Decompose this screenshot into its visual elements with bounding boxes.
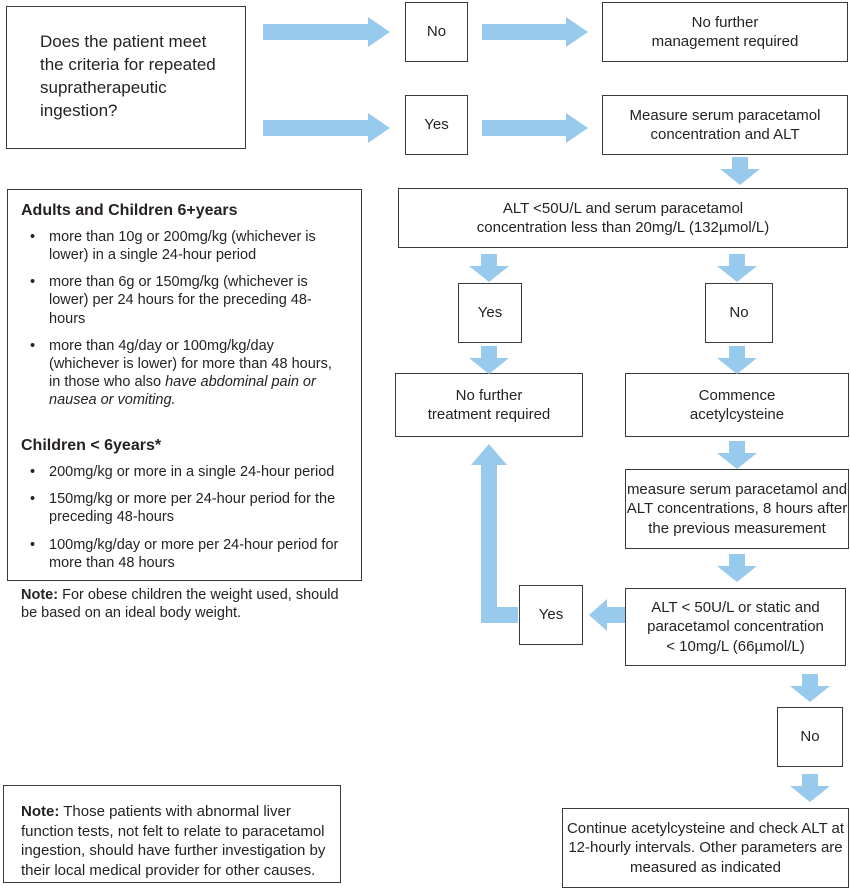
decision-no-top-box bbox=[405, 2, 468, 62]
alt-check-2-box bbox=[625, 588, 846, 666]
bullet-text: more than 10g or 200mg/kg (whichever is lower) in a single 24-hour period bbox=[49, 229, 316, 264]
alt-check-1-box bbox=[398, 188, 848, 248]
arrowhead-down bbox=[469, 266, 509, 282]
box-text-line: Measure serum paracetamol bbox=[629, 106, 821, 124]
arrowhead-right bbox=[368, 113, 390, 143]
criteria-children-title: Children < 6years* bbox=[21, 437, 162, 455]
note-text: For obese children the weight used, should be based on an ideal body weight. bbox=[21, 586, 339, 621]
criteria-adults-title: Adults and Children 6+years bbox=[21, 202, 238, 219]
box-text-line: < 10mg/L (66µmol/L) bbox=[666, 637, 805, 655]
bottom-note-panel bbox=[3, 785, 341, 883]
box-text-line: the previous measurement bbox=[648, 519, 826, 537]
list-item bbox=[21, 490, 349, 526]
bullet-icon: • bbox=[30, 337, 36, 354]
decision-label: Yes bbox=[477, 304, 503, 322]
box-text-line: measured as indicated bbox=[630, 858, 781, 876]
bullet-text-italic: have abdominal pain or nausea or vomiting. bbox=[49, 373, 316, 408]
decision-yes-mid-box bbox=[458, 283, 522, 343]
arrowhead-down bbox=[717, 453, 757, 469]
note-label: Note: bbox=[21, 586, 59, 603]
box-text-line: management required bbox=[651, 33, 799, 50]
arrowhead-down bbox=[717, 566, 757, 582]
decision-label: Yes bbox=[424, 116, 449, 134]
arrow-commence-to-measure8h bbox=[717, 441, 757, 469]
arrowhead-down bbox=[790, 786, 830, 802]
decision-label: Yes bbox=[538, 606, 564, 624]
question-box bbox=[6, 6, 246, 149]
list-item bbox=[21, 337, 349, 410]
arrow-altcheck2-to-yes bbox=[589, 599, 625, 631]
arrowhead-down bbox=[717, 358, 757, 374]
arrow-no-to-management bbox=[482, 17, 588, 47]
arrow-question-to-no bbox=[263, 17, 390, 47]
box-text-line: ALT < 50U/L or static and bbox=[651, 598, 820, 616]
box-text-line: 12-hourly intervals. Other parameters are bbox=[568, 839, 843, 857]
question-text: Does the patient meet the criteria for repeated supratherapeutic ingestion? bbox=[40, 32, 216, 120]
arrowhead-down bbox=[720, 169, 760, 185]
box-text-line: acetylcysteine bbox=[689, 406, 785, 423]
arrowhead-up bbox=[471, 444, 507, 465]
note-label: Note: bbox=[21, 803, 60, 820]
bullet-icon: • bbox=[30, 229, 36, 245]
box-text-line: No further bbox=[691, 13, 759, 31]
arrow-altcheck2-to-no bbox=[790, 674, 830, 702]
decision-yes-top-box bbox=[405, 95, 468, 155]
decision-label: No bbox=[729, 304, 749, 322]
list-item bbox=[21, 463, 349, 481]
decision-label: No bbox=[426, 23, 447, 41]
box-text-line: measure serum paracetamol and bbox=[626, 480, 848, 498]
measure-8h-box bbox=[625, 469, 849, 549]
bullet-text: more than 6g or 150mg/kg (whichever is lower) per 24 hours for the preceding 48-hours bbox=[49, 274, 312, 327]
box-text-line: Commence bbox=[698, 386, 776, 404]
decision-yes-return-box bbox=[519, 585, 583, 645]
arrow-yes-to-treatment bbox=[469, 346, 509, 374]
arrow-measure8h-to-altcheck2 bbox=[717, 554, 757, 582]
arrow-no-to-commence bbox=[717, 346, 757, 374]
arrow-yes-to-measure bbox=[482, 113, 588, 143]
no-further-management-box bbox=[602, 2, 848, 62]
arrow-altcheck1-to-no bbox=[717, 254, 757, 282]
list-item bbox=[21, 536, 349, 572]
list-item bbox=[21, 273, 349, 327]
arrow-no-to-continue bbox=[790, 774, 830, 802]
arrow-altcheck1-to-yes bbox=[469, 254, 509, 282]
bullet-icon: • bbox=[30, 274, 36, 291]
bullet-icon: • bbox=[30, 536, 36, 553]
no-further-treatment-box bbox=[395, 373, 583, 437]
box-text-line: ALT <50U/L and serum paracetamol bbox=[502, 199, 744, 217]
note-text: Those patients with abnormal liver function tests, not felt to relate to paracetamol ingestion, should have further investigation by their local medical provider for other causes. bbox=[21, 803, 326, 879]
continue-acetylcysteine-box bbox=[562, 808, 849, 888]
bullet-text: 200mg/kg or more in a single 24-hour period bbox=[49, 464, 335, 481]
commence-acetylcysteine-box bbox=[625, 373, 849, 437]
bullet-text: 150mg/kg or more per 24-hour period for the preceding 48-hours bbox=[49, 491, 336, 526]
bullet-text: more than 4g/day or 100mg/kg/day (whichever is lower) for more than 48 hours, in those who also bbox=[49, 337, 332, 390]
criteria-note bbox=[21, 586, 349, 622]
measure-serum-box bbox=[602, 95, 848, 155]
decision-no-bottom-box bbox=[777, 707, 843, 767]
box-text-line: paracetamol concentration bbox=[647, 618, 824, 636]
box-text-line: Continue acetylcysteine and check ALT at bbox=[566, 819, 845, 837]
box-text-line: No further bbox=[455, 386, 523, 404]
bullet-icon: • bbox=[30, 491, 36, 508]
box-text-line: concentration less than 20mg/L (132µmol/L) bbox=[476, 219, 770, 236]
arrowhead-down bbox=[469, 358, 509, 374]
arrow-measure-to-altcheck1 bbox=[720, 157, 760, 185]
bullet-text: 100mg/kg/day or more per 24-hour period for more than 48 hours bbox=[49, 536, 339, 571]
arrowhead-right bbox=[566, 17, 588, 47]
bullet-icon: • bbox=[30, 464, 36, 481]
arrowhead-right bbox=[566, 113, 588, 143]
arrowhead-left bbox=[589, 599, 607, 631]
list-item bbox=[21, 228, 349, 264]
box-text-line: ALT concentrations, 8 hours after bbox=[626, 500, 848, 518]
decision-no-mid-box bbox=[705, 283, 773, 343]
criteria-panel bbox=[7, 189, 362, 621]
arrowhead-down bbox=[717, 266, 757, 282]
arrowhead-down bbox=[790, 686, 830, 702]
decision-label: No bbox=[800, 728, 820, 746]
arrow-question-to-yes bbox=[263, 113, 390, 143]
box-text-line: treatment required bbox=[427, 406, 551, 423]
arrowhead-right bbox=[368, 17, 390, 47]
box-text-line: concentration and ALT bbox=[650, 126, 800, 143]
